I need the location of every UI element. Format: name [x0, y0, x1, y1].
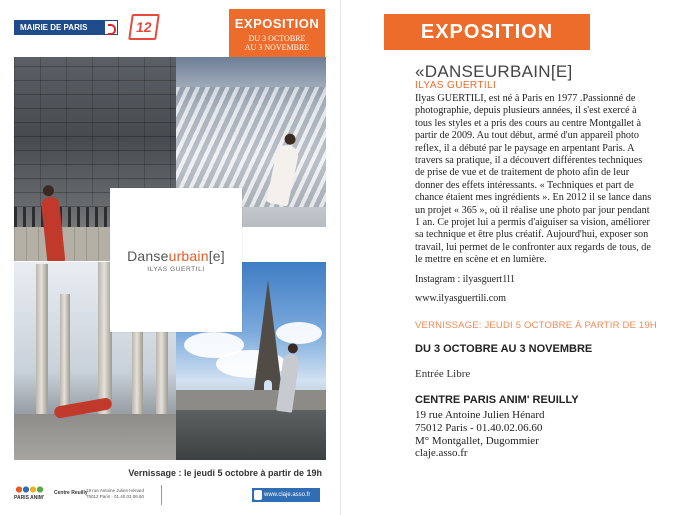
exposition-banner: EXPOSITION [384, 14, 590, 50]
flyer-footer [14, 484, 328, 506]
expo-box-dates-start: DU 3 OCTOBRE [248, 34, 306, 43]
venue-city-phone: 75012 Paris - 01.40.02.06.60 [415, 421, 543, 434]
flyer-front [0, 0, 341, 515]
footer-divider [161, 485, 162, 505]
vernissage-info: VERNISSAGE: JEUDI 5 OCTOBRE À PARTIR DE 19H [415, 320, 657, 331]
paris-emblem-icon [104, 20, 118, 35]
exhibition-title: Danseurbain[e] [127, 248, 225, 264]
venue-street: 19 rue Antoine Julien Hénard [415, 409, 545, 421]
footer-address: 19 rue Antoine Julien Hénard 75012 Paris · 01.40.02.06.60 [86, 488, 145, 499]
venue-metro: M° Montgallet, Dugommier [415, 434, 539, 447]
exhibition-title-card [110, 188, 242, 332]
flyer-back [343, 0, 696, 515]
venue-website-link[interactable]: claje.asso.fr [415, 447, 468, 460]
venue-name: CENTRE PARIS ANIM' REUILLY [415, 394, 579, 406]
arrondissement-logo: 12 [128, 14, 160, 40]
vernissage-note: Vernissage : le jeudi 5 octobre à partir de 19h [128, 468, 322, 478]
exhibition-title: «DANSEURBAIN[E] [415, 62, 573, 81]
exhibition-author: ILYAS GUERTILI [415, 80, 497, 91]
artist-biography: Ilyas GUERTILI, est né à Paris en 1977 .Passionné de photographie, depuis plusieurs années, il s'est exercé à tous les styles et a pris des cours au centre Montgallet à partir de 2009. Au tout début, armé d'un appareil photo reflex, il a débuté par le paysage en arpentant Paris. A travers sa pratique, il a découvert différentes techniques de prise de vue et de traitement de photo afin de leur donner des effets intéressants. « Techniques et part de chance étaient mes ingrédients ». En 2012 il se lance dans un projet « 365 », où il réalise une photo par jour pendant 1 an. Ce projet lui a permis d'aiguiser sa vision, améliorer sa technique et être plus créatif. Aujourd'hui, exposer son travail, lui permet de le confronter aux regards de tous, de le mettre en scène et en lumière. [415, 93, 652, 266]
paris-anim-logo: PARIS ANIM' [14, 486, 46, 504]
instagram-handle[interactable]: Instagram : ilyasguert1l1 [415, 274, 515, 285]
entry-info: Entrée Libre [415, 368, 471, 380]
paris-anim-dots-icon [16, 486, 44, 493]
exhibition-dates: DU 3 OCTOBRE AU 3 NOVEMBRE [415, 343, 593, 355]
claje-website-link[interactable]: www.claje.asso.fr [252, 488, 320, 502]
claje-icon [254, 490, 262, 500]
expo-box-dates-end: AU 3 NOVEMBRE [244, 43, 310, 52]
exhibition-author: ILYAS GUERTILI [147, 266, 205, 273]
centre-reuilly-logo: Centre Reuilly [54, 490, 88, 496]
artist-website-link[interactable]: www.ilyasguertili.com [415, 293, 507, 304]
expo-box-title: EXPOSITION [234, 16, 320, 31]
mairie-de-paris-logo: MAIRIE DE PARIS [14, 20, 116, 35]
venue-address [415, 409, 545, 460]
eiffel-tower-icon [254, 280, 282, 390]
